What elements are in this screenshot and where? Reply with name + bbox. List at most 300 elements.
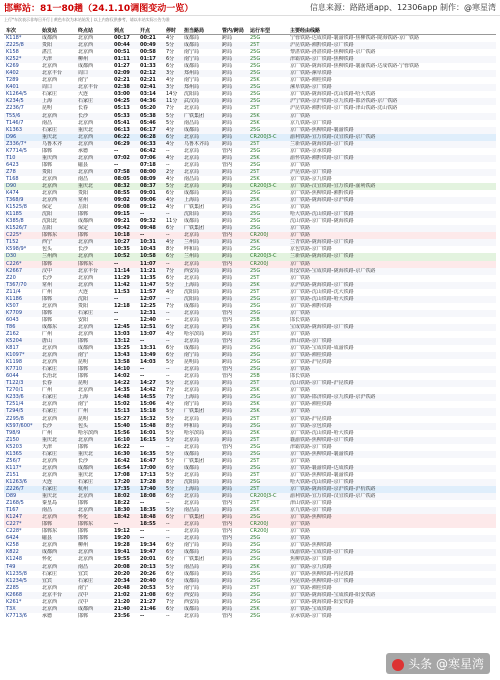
cell-origin: 宜宾: [42, 577, 53, 584]
cell-car-type: 25G: [250, 514, 261, 521]
cell-depart: 14:03: [140, 359, 156, 366]
cell-destination: 成都西: [78, 218, 94, 225]
cell-scope: 跨局: [222, 408, 233, 415]
cell-train: K258: [6, 542, 19, 549]
cell-scope: 跨局: [222, 211, 233, 218]
col-stop: 停时: [164, 26, 182, 35]
cell-stop: 6分: [166, 56, 175, 63]
cell-origin: 承德: [42, 612, 53, 619]
cell-arrive: 18:30: [114, 507, 130, 514]
cell-bureau: 北京局: [184, 493, 200, 500]
cell-origin: 北京西: [42, 190, 58, 197]
cell-stop: 6分: [166, 570, 175, 577]
cell-origin: 北京西: [42, 77, 58, 84]
cell-depart: 06:42: [140, 147, 156, 154]
source-credit: 信息来源：路路通app、12306app 制作：@寒星湾: [309, 3, 496, 12]
cell-depart: --: [140, 232, 145, 239]
table-row: [4, 571, 496, 578]
cell-stop: --: [166, 316, 170, 323]
cell-bureau: 北京局: [184, 133, 200, 140]
cell-route: 京广铁路-焦柳铁路-襄渝铁路: [290, 450, 354, 457]
cell-origin: 石家庄: [42, 366, 58, 373]
cell-stop: 5分: [166, 408, 175, 415]
cell-origin: 唐山: [42, 338, 53, 345]
cell-scope: 跨局: [222, 133, 233, 140]
cell-bureau: 成都局: [184, 302, 200, 309]
cell-bureau: 昆明局: [184, 359, 200, 366]
cell-destination: 承德: [78, 147, 89, 154]
cell-origin: 沈阳: [42, 211, 53, 218]
cell-depart: 18:35: [140, 507, 156, 514]
cell-arrive: 10:18: [114, 232, 130, 239]
cell-train: T98/9: [6, 429, 21, 436]
cell-bureau: 南宁局: [184, 542, 200, 549]
cell-depart: 17:28: [140, 478, 156, 485]
cell-route: 京广铁路: [290, 521, 311, 528]
cell-destination: 北京丰台: [78, 267, 99, 274]
cell-bureau: 北京局: [184, 612, 200, 619]
cell-bureau: 兰州局: [184, 239, 200, 246]
cell-origin: 广州: [42, 288, 53, 295]
table-row: [4, 211, 496, 218]
cell-origin: 成都西: [42, 549, 58, 556]
cell-origin: 长沙: [42, 422, 53, 429]
cell-destination: 石家庄: [78, 577, 94, 584]
cell-depart: 13:49: [140, 352, 156, 359]
cell-depart: --: [140, 612, 145, 619]
cell-route: 京广铁路-京包铁路: [290, 422, 332, 429]
cell-scope: 跨局: [222, 119, 233, 126]
cell-depart: 00:49: [140, 42, 156, 49]
cell-scope: 跨局: [222, 182, 233, 189]
cell-depart: 16:01: [140, 429, 156, 436]
cell-origin: 包头: [42, 246, 53, 253]
cell-bureau: 沈阳局: [184, 288, 200, 295]
cell-origin: 邯郸: [42, 309, 53, 316]
cell-scope: 跨局: [222, 49, 233, 56]
cell-destination: 邯郸东: [78, 521, 94, 528]
cell-scope: 跨局: [222, 140, 233, 147]
cell-stop: --: [166, 161, 170, 168]
cell-origin: 岳阳: [42, 225, 53, 232]
cell-train: K1235/8: [6, 570, 27, 577]
cell-bureau: 沈阳局: [184, 211, 200, 218]
col-car-type: 运行车型: [248, 26, 288, 35]
cell-depart: 03:14: [140, 91, 156, 98]
table-row: [4, 493, 496, 500]
cell-car-type: 25K: [250, 281, 260, 288]
cell-depart: 09:06: [140, 197, 156, 204]
cell-depart: 04:36: [140, 98, 156, 105]
cell-train: T122/3: [6, 380, 24, 387]
cell-arrive: 17:35: [114, 486, 130, 492]
cell-bureau: 南宁局: [184, 352, 200, 359]
cell-scope: 跨局: [222, 154, 233, 161]
cell-destination: 邯郸: [78, 366, 89, 373]
table-row: [4, 91, 496, 98]
cell-bureau: 北京局: [184, 168, 200, 175]
cell-stop: 6分: [166, 63, 175, 70]
cell-stop: 7分: [166, 387, 175, 394]
cell-arrive: 10:35: [114, 246, 130, 253]
cell-stop: 4分: [166, 140, 175, 147]
cell-train: K118*: [6, 35, 22, 41]
cell-arrive: 15:27: [114, 415, 130, 422]
cell-car-type: 25G: [250, 345, 261, 352]
cell-train: T146/7: [6, 119, 24, 126]
cell-origin: 沈阳北: [42, 218, 58, 225]
cell-bureau: 南昌局: [184, 507, 200, 514]
cell-train: 6043: [6, 316, 19, 323]
cell-car-type: 25G: [250, 147, 261, 154]
cell-car-type: 25G: [250, 126, 261, 133]
cell-stop: 5分: [166, 112, 175, 119]
cell-train: Z151: [6, 471, 19, 478]
cell-destination: 广州: [78, 408, 89, 415]
cell-origin: 邯郸: [42, 316, 53, 323]
table-row: [4, 169, 496, 176]
cell-origin: 北京西: [42, 598, 58, 605]
cell-depart: 05:38: [140, 112, 156, 119]
cell-train: K1363: [6, 126, 23, 133]
cell-arrive: 00:17: [114, 35, 130, 41]
cell-bureau: 广铁集团: [184, 225, 205, 232]
cell-arrive: 04:25: [114, 98, 130, 105]
cell-origin: 上海: [42, 98, 53, 105]
cell-destination: 邯郸: [78, 232, 89, 239]
cell-car-type: 25G: [250, 478, 261, 485]
cell-depart: 14:27: [140, 380, 156, 387]
cell-route: 沈山铁路-京广铁路-沪昆铁路: [290, 380, 354, 387]
cell-route: 京广铁路-沈山铁路-哈大铁路: [290, 295, 354, 302]
cell-bureau: 南宁局: [184, 49, 200, 56]
cell-car-type: 25G: [250, 98, 261, 105]
cell-stop: --: [166, 295, 170, 302]
cell-arrive: 14:48: [114, 394, 130, 401]
cell-stop: --: [166, 373, 170, 380]
cell-depart: 15:32: [140, 415, 156, 422]
cell-stop: 6分: [166, 514, 175, 521]
cell-depart: 11:35: [140, 274, 156, 281]
cell-bureau: 北京局: [184, 373, 200, 380]
cell-car-type: 25G: [250, 204, 261, 211]
cell-route: 京广铁路-湘桂铁路: [290, 401, 332, 408]
cell-route: 沪昆铁路-京广铁路: [290, 168, 332, 175]
table-row: [4, 77, 496, 84]
cell-bureau: 成都局: [184, 218, 200, 225]
cell-depart: 20:01: [140, 556, 156, 563]
cell-scope: 跨局: [222, 429, 233, 436]
cell-train: T367/70: [6, 281, 27, 288]
cell-origin: 长春: [42, 380, 53, 387]
table-row: [4, 225, 496, 232]
cell-car-type: CR200J: [250, 260, 268, 267]
cell-depart: 12:51: [140, 323, 156, 330]
table-row: [4, 387, 496, 394]
cell-depart: 12:31: [140, 309, 156, 316]
cell-destination: 邯郸东: [78, 260, 94, 267]
cell-scope: 跨局: [222, 464, 233, 471]
cell-origin: 重庆北: [42, 436, 58, 443]
cell-origin: 邯郸: [42, 295, 53, 302]
table-row: [4, 401, 496, 408]
cell-origin: 长治北: [42, 373, 58, 380]
col-route: 主要经由线路: [288, 26, 496, 35]
cell-bureau: 北京局: [184, 528, 200, 535]
cell-car-type: 25T: [250, 380, 260, 387]
cell-origin: 北京丰台: [42, 591, 63, 598]
cell-scope: 跨局: [222, 197, 233, 204]
cell-bureau: 西安局: [184, 591, 200, 598]
cell-depart: 12:07: [140, 295, 156, 302]
cell-route: 京广铁路: [290, 309, 311, 316]
cell-origin: 昆明: [42, 105, 53, 112]
cell-scope: 跨局: [222, 345, 233, 352]
cell-stop: 4分: [166, 288, 175, 295]
cell-stop: 5分: [166, 359, 175, 366]
cell-train: Z168/5: [6, 500, 24, 507]
cell-depart: --: [140, 528, 145, 535]
cell-arrive: 11:14: [114, 267, 130, 274]
cell-route: 京九铁路-京广铁路: [290, 507, 332, 514]
cell-scope: 跨局: [222, 493, 233, 500]
cell-destination: 长沙: [78, 246, 89, 253]
cell-destination: 南宁: [78, 77, 89, 84]
table-row: [4, 42, 496, 49]
cell-stop: 5分: [166, 457, 175, 464]
cell-route: 京承铁路-京广铁路: [290, 612, 332, 619]
cell-bureau: 成都局: [184, 577, 200, 584]
cell-scope: 跨局: [222, 380, 233, 387]
table-row: [4, 303, 496, 310]
cell-scope: 管内: [222, 161, 233, 168]
cell-bureau: 北京局: [184, 443, 200, 450]
cell-scope: 跨局: [222, 225, 233, 232]
cell-scope: 跨局: [222, 450, 233, 457]
cell-arrive: 05:33: [114, 112, 130, 119]
cell-route: 襄渝铁路-焦柳铁路-京广铁路: [290, 436, 354, 443]
cell-destination: 石家庄: [78, 478, 94, 485]
cell-train: Z336/7*: [6, 140, 27, 147]
cell-depart: 06:28: [140, 133, 156, 140]
cell-scope: 管内: [222, 232, 233, 239]
cell-destination: 北京西: [78, 387, 94, 394]
cell-destination: 大连: [78, 288, 89, 295]
cell-car-type: 25T: [250, 140, 260, 147]
cell-depart: 16:15: [140, 436, 156, 443]
cell-arrive: 17:08: [114, 471, 130, 478]
cell-arrive: 12:45: [114, 323, 130, 330]
table-row: [4, 465, 496, 472]
cell-bureau: 北京局: [184, 323, 200, 330]
cell-route: 京广铁路-湘黔铁路: [290, 302, 332, 309]
table-row: [4, 98, 496, 105]
cell-route: 漯阜铁路-京广铁路: [290, 84, 332, 91]
cell-car-type: 25K: [250, 605, 260, 612]
table-row: [4, 275, 496, 282]
cell-scope: 跨局: [222, 542, 233, 549]
cell-arrive: 18:42: [114, 514, 130, 521]
cell-scope: 跨局: [222, 246, 233, 253]
cell-arrive: 00:51: [114, 49, 130, 56]
cell-origin: 保定: [42, 204, 53, 211]
cell-arrive: 16:54: [114, 464, 130, 471]
cell-bureau: 成都局: [184, 42, 200, 49]
cell-arrive: --: [114, 316, 119, 323]
cell-destination: 北京西: [78, 556, 94, 563]
cell-arrive: 16:10: [114, 436, 130, 443]
cell-stop: 4分: [166, 239, 175, 246]
cell-car-type: 25G: [250, 309, 261, 316]
cell-stop: 3分: [166, 70, 175, 77]
cell-stop: --: [166, 443, 170, 450]
cell-train: Z162: [6, 330, 19, 337]
cell-car-type: 25G: [250, 190, 261, 197]
cell-car-type: 25T: [250, 288, 260, 295]
cell-arrive: 12:18: [114, 302, 130, 309]
cell-train: K117*: [6, 464, 22, 471]
cell-origin: 南昌: [42, 507, 53, 514]
cell-route: 京广铁路-焦柳铁路-内昆铁路: [290, 570, 354, 577]
cell-destination: 北京西: [78, 274, 94, 281]
cell-car-type: 25G: [250, 570, 261, 577]
cell-route: 哈大铁路-沈山铁路-京广铁路: [290, 211, 354, 218]
cell-train: D30: [6, 253, 17, 260]
cell-scope: 跨局: [222, 91, 233, 98]
cell-car-type: 25T: [250, 471, 260, 478]
cell-bureau: 上海局: [184, 486, 200, 492]
cell-route: 京广铁路-焦柳铁路: [290, 514, 332, 521]
cell-arrive: 20:08: [114, 563, 130, 570]
cell-destination: 北京西: [78, 49, 94, 56]
cell-stop: 6分: [166, 591, 175, 598]
cell-car-type: 25K: [250, 77, 260, 84]
cell-train: K1248: [6, 556, 23, 563]
col-bureau: 担当路局: [182, 26, 220, 35]
cell-depart: 21:08: [140, 591, 156, 598]
cell-train: Z285: [6, 584, 19, 591]
cell-scope: 管内: [222, 612, 233, 619]
cell-bureau: 南宁局: [184, 584, 200, 591]
table-row: [4, 549, 496, 556]
table-row: [4, 585, 496, 592]
cell-origin: 北京西: [42, 63, 58, 70]
cell-car-type: 25T: [250, 500, 260, 507]
cell-route: 京广铁路-陇海铁路-京沪铁路: [290, 197, 354, 204]
cell-scope: 跨局: [222, 126, 233, 133]
cell-depart: 15:06: [140, 401, 156, 408]
cell-origin: 石家庄: [42, 126, 58, 133]
cell-route: 渝利铁路-宜万铁路-汉宜铁路-京广铁路: [290, 493, 376, 500]
cell-destination: 北京西: [78, 323, 94, 330]
cell-scope: 管内: [222, 373, 233, 380]
table-row: [4, 162, 496, 169]
cell-car-type: 25K: [250, 408, 260, 415]
cell-destination: 成都西: [78, 464, 94, 471]
cell-bureau: 广铁集团: [184, 408, 205, 415]
cell-scope: 跨局: [222, 605, 233, 612]
cell-route: 京广铁路: [290, 535, 311, 542]
cell-scope: 跨局: [222, 63, 233, 70]
table-row: [4, 380, 496, 387]
cell-destination: 北京西: [78, 119, 94, 126]
cell-origin: 石家庄: [42, 450, 58, 457]
cell-origin: 北京西: [42, 197, 58, 204]
cell-arrive: 13:03: [114, 330, 130, 337]
cell-stop: 6分: [166, 556, 175, 563]
cell-arrive: 11:29: [114, 274, 130, 281]
cell-destination: 南宁: [78, 401, 89, 408]
cell-arrive: 09:15: [114, 211, 130, 218]
cell-route: 京广铁路-沈山铁路-哈大铁路: [290, 429, 354, 436]
cell-destination: 北京西: [78, 493, 94, 500]
cell-destination: 重庆北: [78, 450, 94, 457]
cell-route: 京广铁路: [290, 112, 311, 119]
cell-depart: 13:31: [140, 345, 156, 352]
cell-arrive: 20:48: [114, 584, 130, 591]
table-row: [4, 521, 496, 528]
cell-arrive: 15:13: [114, 408, 130, 415]
cell-bureau: 成都局: [184, 35, 200, 41]
cell-route: 渝利铁路-宜万铁路-汉宜铁路-京广铁路: [290, 133, 376, 140]
cell-origin: 北京西: [42, 542, 58, 549]
cell-scope: 管内: [222, 366, 233, 373]
cell-route: 焦柳铁路-京广铁路: [290, 556, 332, 563]
table-row: [4, 49, 496, 56]
table-row: [4, 155, 496, 162]
table-row: [4, 232, 496, 239]
cell-scope: 跨局: [222, 401, 233, 408]
cell-origin: 北京西: [42, 401, 58, 408]
cell-train: K598/9*: [6, 246, 27, 253]
cell-car-type: 25G: [250, 577, 261, 584]
cell-destination: 沈阳: [78, 295, 89, 302]
cell-stop: 4分: [166, 175, 175, 182]
table-row: [4, 359, 496, 366]
cell-destination: 南宁: [78, 584, 89, 591]
table-row: [4, 246, 496, 253]
cell-train: K402: [6, 70, 19, 77]
table-row: [4, 592, 496, 599]
cell-car-type: 25G: [250, 246, 261, 253]
table-row: [4, 416, 496, 423]
cell-stop: 5分: [166, 415, 175, 422]
cell-origin: 邯郸东: [42, 232, 58, 239]
cell-destination: 贵阳: [78, 190, 89, 197]
cell-arrive: 09:08: [114, 204, 130, 211]
col-arrive: 到点: [112, 26, 138, 35]
cell-destination: 保定: [78, 225, 89, 232]
cell-scope: 跨局: [222, 175, 233, 182]
cell-scope: 跨局: [222, 70, 233, 77]
cell-car-type: 25G: [250, 443, 261, 450]
cell-train: K233/6: [6, 394, 24, 401]
cell-route: 沪宁铁路-京沪铁路-京九铁路-邯济铁路-京广铁路: [290, 98, 398, 105]
cell-destination: 邯郸: [78, 443, 89, 450]
timetable: [4, 26, 496, 620]
cell-bureau: 广铁集团: [184, 204, 205, 211]
cell-train: K817: [6, 345, 19, 352]
table-row: [4, 35, 496, 43]
cell-stop: --: [166, 521, 170, 528]
cell-origin: 北京西: [42, 359, 58, 366]
cell-destination: 邯郸: [78, 373, 89, 380]
cell-arrive: 05:41: [114, 119, 130, 126]
table-row: [4, 437, 496, 444]
timetable-body: [4, 35, 496, 620]
cell-route: 沪昆铁路-湘黔铁路-京广铁路: [290, 42, 354, 49]
cell-stop: 5分: [166, 281, 175, 288]
